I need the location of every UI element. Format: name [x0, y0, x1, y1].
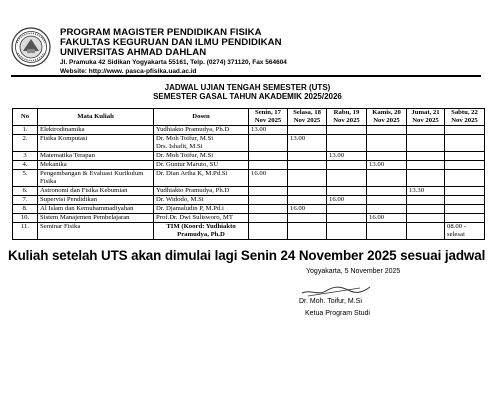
exam-time-wed	[327, 135, 367, 152]
exam-time-mon	[249, 214, 288, 223]
schedule-table	[12, 108, 485, 240]
lecturer-name: Dr. Dian Artha K, M.Pd.Si	[154, 170, 249, 187]
lecturer-name: Dr. Widodo, M.Si	[154, 196, 249, 205]
row-number: 11.	[13, 223, 38, 240]
course-name: Matematika Terapan	[38, 152, 154, 161]
lecturer-name: Dr. Guntur Maruto, SU	[154, 161, 249, 170]
exam-time-thu	[367, 196, 407, 205]
exam-time-sat	[445, 214, 485, 223]
table-row	[13, 205, 485, 214]
row-number: 2.	[13, 135, 38, 152]
table-header-row	[13, 109, 485, 126]
exam-time-wed	[327, 170, 367, 187]
lecturer-name: Dr. Moh Toifur, M.Si	[154, 152, 249, 161]
table-row	[13, 135, 485, 152]
exam-time-mon	[249, 196, 288, 205]
row-number: 4.	[13, 161, 38, 170]
exam-time-thu: 13.00	[367, 161, 407, 170]
exam-time-wed	[327, 187, 367, 196]
exam-time-fri	[407, 135, 445, 152]
col-header-no: No	[13, 109, 38, 126]
exam-time-wed	[327, 214, 367, 223]
col-header-saturday: Sabtu, 22 Nov 2025	[445, 109, 485, 126]
course-name: Mekanika	[38, 161, 154, 170]
exam-time-sat	[445, 161, 485, 170]
exam-time-mon	[249, 205, 288, 214]
course-name: Fisika Komputasi	[38, 135, 154, 152]
university-logo-icon	[11, 27, 51, 67]
row-number: 3	[13, 152, 38, 161]
row-number: 5.	[13, 170, 38, 187]
table-row	[13, 214, 485, 223]
exam-time-tue: 16.00	[288, 205, 327, 214]
exam-time-fri	[407, 214, 445, 223]
faculty-name: FAKULTAS KEGURUAN DAN ILMU PENDIDIKAN	[60, 37, 282, 48]
exam-time-thu	[367, 152, 407, 161]
exam-time-fri	[407, 196, 445, 205]
lecturer-name: Yudhiakto Pramudya, Ph.D	[154, 187, 249, 196]
exam-time-thu	[367, 205, 407, 214]
exam-time-sat	[445, 196, 485, 205]
course-name: Pengembangan & Evaluasi Kurikulum Fisika	[38, 170, 154, 187]
post-exam-notice: Kuliah setelah UTS akan dimulai lagi Senin 24 November 2025 sesuai jadwal	[8, 248, 486, 263]
exam-time-sat	[445, 135, 485, 152]
title-line-1: JADWAL UJIAN TENGAH SEMESTER (UTS)	[164, 83, 331, 92]
exam-time-wed	[327, 161, 367, 170]
exam-time-mon: 13.00	[249, 126, 288, 135]
exam-time-thu	[367, 135, 407, 152]
exam-time-sat	[445, 152, 485, 161]
course-name: Astronomi dan Fisika Kebumian	[38, 187, 154, 196]
table-row	[13, 152, 485, 161]
col-header-monday: Senin, 17 Nov 2025	[249, 109, 288, 126]
exam-time-mon	[249, 152, 288, 161]
row-number: 10.	[13, 214, 38, 223]
exam-time-tue	[288, 152, 327, 161]
exam-time-mon	[249, 223, 288, 240]
lecturer-name: TIM (Koord: Yudhiakto Pramudya, Ph.D	[154, 223, 249, 240]
exam-time-mon	[249, 161, 288, 170]
col-header-wednesday: Rabu, 19 Nov 2025	[327, 109, 367, 126]
exam-time-thu	[367, 223, 407, 240]
row-number: 6.	[13, 187, 38, 196]
lecturer-name: Prof.Dr. Dwi Sulisworo, MT	[154, 214, 249, 223]
lecturer-name: Dr. Moh Toifur, M.Si Drs. Ishafit, M.Si	[154, 135, 249, 152]
col-header-lecturer: Dosen	[154, 109, 249, 126]
row-number: 1.	[13, 126, 38, 135]
table-row	[13, 126, 485, 135]
exam-time-sat: 08.00 - selesai	[445, 223, 485, 240]
exam-time-tue	[288, 161, 327, 170]
program-name: PROGRAM MAGISTER PENDIDIKAN FISIKA	[60, 27, 262, 38]
table-row	[13, 187, 485, 196]
exam-time-thu	[367, 187, 407, 196]
exam-time-wed	[327, 126, 367, 135]
col-header-course: Mata Kuliah	[38, 109, 154, 126]
exam-time-tue	[288, 196, 327, 205]
row-number: 8.	[13, 205, 38, 214]
exam-time-fri: 13.30	[407, 187, 445, 196]
exam-time-fri	[407, 170, 445, 187]
course-name: Supervisi Pendidikan	[38, 196, 154, 205]
exam-time-sat	[445, 205, 485, 214]
exam-time-fri	[407, 126, 445, 135]
course-name: Seminar Fisika	[38, 223, 154, 240]
signatory-role: Ketua Program Studi	[305, 310, 370, 317]
exam-time-thu: 16.00	[367, 214, 407, 223]
exam-time-tue: 13.00	[288, 135, 327, 152]
exam-time-mon	[249, 187, 288, 196]
exam-time-mon: 16.00	[249, 170, 288, 187]
header-divider	[11, 75, 481, 77]
lecturer-name: Dr. Djamaludin P, M.Pd.i	[154, 205, 249, 214]
exam-time-wed: 13.00	[327, 152, 367, 161]
title-line-2: SEMESTER GASAL TAHUN AKADEMIK 2025/2026	[153, 92, 342, 101]
exam-time-fri	[407, 161, 445, 170]
signature-scribble-icon	[300, 280, 372, 300]
letterhead	[11, 27, 481, 77]
col-header-tuesday: Selasa, 18 Nov 2025	[288, 109, 327, 126]
col-header-thursday: Kamis, 20 Nov 2025	[367, 109, 407, 126]
exam-time-fri	[407, 223, 445, 240]
table-row	[13, 170, 485, 187]
address: Jl. Pramuka 42 Sidikan Yogyakarta 55161, Telp. (0274) 371120, Fax 564604	[60, 59, 287, 66]
exam-time-fri	[407, 152, 445, 161]
exam-time-tue	[288, 170, 327, 187]
exam-time-sat	[445, 170, 485, 187]
institution-block	[60, 28, 287, 76]
exam-time-sat	[445, 126, 485, 135]
course-name: Al Islam dan Kemuhammadiyahan	[38, 205, 154, 214]
exam-time-tue	[288, 126, 327, 135]
exam-time-tue	[288, 187, 327, 196]
course-name: Sistem Manajemen Pembelajaran	[38, 214, 154, 223]
lecturer-name: Yudhiakto Pramudya, Ph.D	[154, 126, 249, 135]
col-header-friday: Jumat, 21 Nov 2025	[407, 109, 445, 126]
exam-time-wed	[327, 205, 367, 214]
exam-time-wed: 16.00	[327, 196, 367, 205]
signatory-name: Dr. Moh. Toifur, M.Si	[299, 298, 362, 305]
exam-time-mon	[249, 135, 288, 152]
course-name: Elektrodinamika	[38, 126, 154, 135]
exam-time-tue	[288, 214, 327, 223]
document-title	[0, 83, 495, 101]
table-row	[13, 196, 485, 205]
website: Website: http://www. pasca-pfisika.uad.ac.id	[60, 68, 197, 75]
university-name: UNIVERSITAS AHMAD DAHLAN	[60, 47, 207, 58]
row-number: 7.	[13, 196, 38, 205]
exam-time-fri	[407, 205, 445, 214]
exam-time-tue	[288, 223, 327, 240]
signature-place-date: Yogyakarta, 5 November 2025	[306, 268, 401, 275]
table-row	[13, 161, 485, 170]
exam-time-wed	[327, 223, 367, 240]
table-row	[13, 223, 485, 240]
exam-time-thu	[367, 126, 407, 135]
exam-time-thu	[367, 170, 407, 187]
exam-time-sat	[445, 187, 485, 196]
